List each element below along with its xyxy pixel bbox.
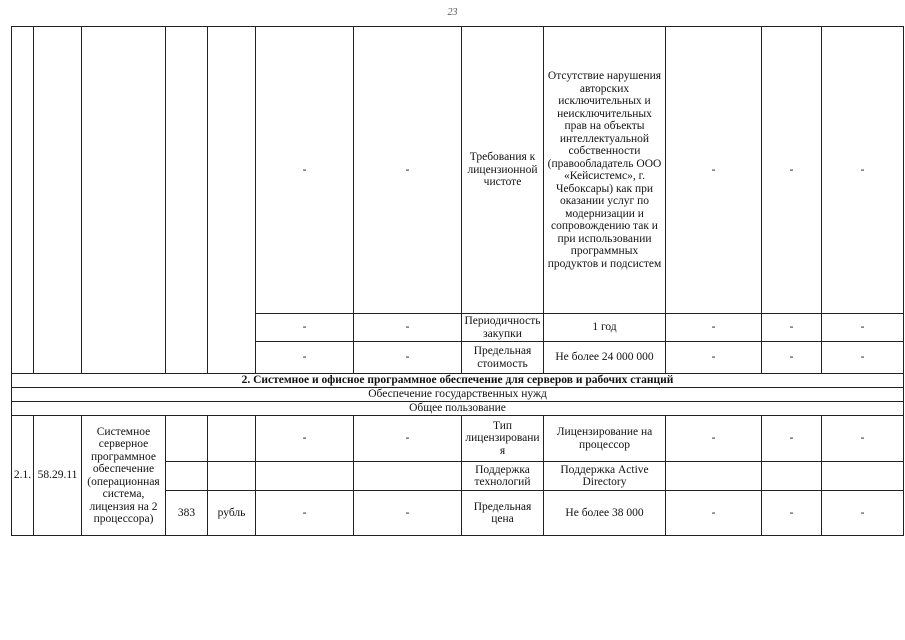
section-heading-row	[12, 374, 904, 388]
empty-cell	[166, 27, 208, 374]
okei-code: 383	[166, 491, 208, 536]
dash-cell: -	[822, 416, 904, 462]
dash-cell: -	[666, 27, 762, 314]
value-cell: Отсутствие нарушения авторских исключительных и неисключительных прав на объекты интеллектуальной собственности (правообладатель ООО «Кейсистемс», г. Чебоксары) как при оказании услуг по модернизации и сопровождению так и при использовании программных продуктов и подсистем	[544, 27, 666, 314]
empty-cell	[256, 462, 354, 491]
item-name: Системное серверное программное обеспечение (операционная система, лицензия на 2 процессора)	[82, 416, 166, 536]
dash-cell: -	[822, 27, 904, 314]
empty-cell	[82, 27, 166, 374]
dash-cell: -	[762, 314, 822, 342]
unit-name: рубль	[208, 491, 256, 536]
empty-cell	[762, 462, 822, 491]
dash-cell: -	[256, 491, 354, 536]
dash-cell: -	[666, 314, 762, 342]
empty-cell	[354, 462, 462, 491]
characteristic-cell: Поддержка технологий	[462, 462, 544, 491]
empty-cell	[666, 462, 762, 491]
item-number: 2.1.	[12, 416, 34, 536]
value-cell: 1 год	[544, 314, 666, 342]
page-number: 23	[447, 7, 458, 18]
dash-cell: -	[354, 416, 462, 462]
dash-cell: -	[354, 314, 462, 342]
dash-cell: -	[822, 314, 904, 342]
value-cell: Не более 38 000	[544, 491, 666, 536]
characteristic-cell: Предельная цена	[462, 491, 544, 536]
dash-cell: -	[354, 27, 462, 314]
characteristic-cell: Требования к лицензионной чистоте	[462, 27, 544, 314]
table-row	[12, 416, 904, 462]
dash-cell: -	[256, 416, 354, 462]
section-subheading-row	[12, 388, 904, 402]
value-cell: Лицензирование на процессор	[544, 416, 666, 462]
characteristic-cell: Тип лицензирования	[462, 416, 544, 462]
dash-cell: -	[762, 416, 822, 462]
empty-cell	[208, 416, 256, 462]
value-cell: Не более 24 000 000	[544, 342, 666, 374]
section-subtitle: Общее пользование	[12, 402, 904, 416]
dash-cell: -	[354, 342, 462, 374]
dash-cell: -	[354, 491, 462, 536]
item-code: 58.29.11	[34, 416, 82, 536]
requirements-table	[11, 26, 904, 536]
characteristic-cell: Предельная стоимость	[462, 342, 544, 374]
value-cell: Поддержка Active Directory	[544, 462, 666, 491]
dash-cell: -	[256, 342, 354, 374]
empty-cell	[34, 27, 82, 374]
section-subheading-row	[12, 402, 904, 416]
empty-cell	[208, 27, 256, 374]
dash-cell: -	[666, 416, 762, 462]
dash-cell: -	[822, 491, 904, 536]
table-row	[12, 27, 904, 314]
dash-cell: -	[762, 491, 822, 536]
dash-cell: -	[762, 342, 822, 374]
dash-cell: -	[256, 314, 354, 342]
dash-cell: -	[762, 27, 822, 314]
characteristic-cell: Периодичность закупки	[462, 314, 544, 342]
section-title: 2. Системное и офисное программное обеспечение для серверов и рабочих станций	[12, 374, 904, 388]
dash-cell: -	[256, 27, 354, 314]
empty-cell	[166, 462, 208, 491]
dash-cell: -	[666, 342, 762, 374]
section-subtitle: Обеспечение государственных нужд	[12, 388, 904, 402]
dash-cell: -	[666, 491, 762, 536]
dash-cell: -	[822, 342, 904, 374]
empty-cell	[822, 462, 904, 491]
empty-cell	[12, 27, 34, 374]
empty-cell	[166, 416, 208, 462]
empty-cell	[208, 462, 256, 491]
